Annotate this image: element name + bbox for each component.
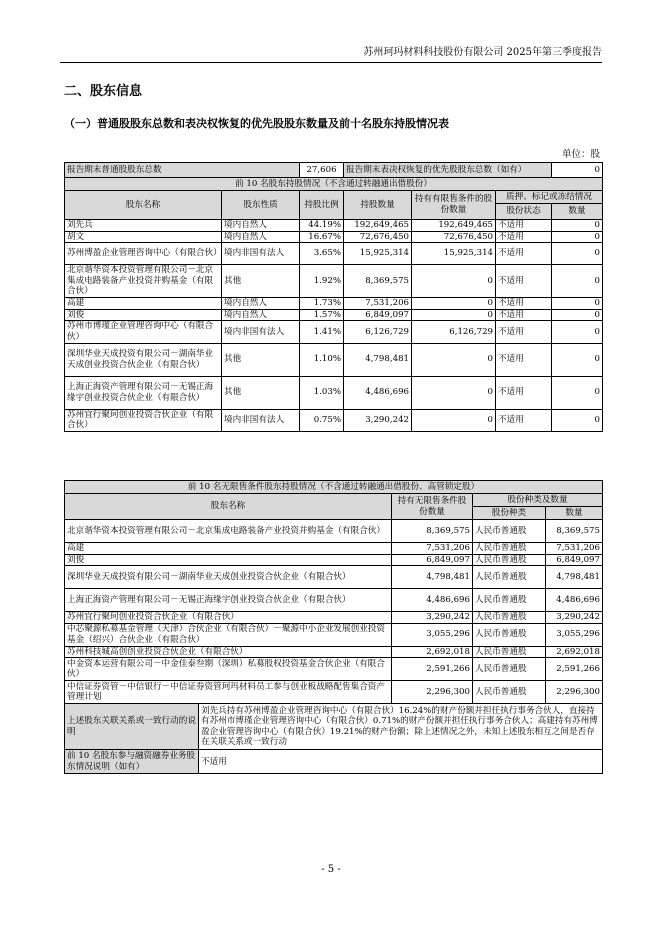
shareholder-qty: 6,126,729 [344, 321, 412, 343]
table-row [65, 566, 603, 589]
unrestricted-qty: 7,531,206 [392, 543, 473, 555]
unrestricted-qty: 3,055,296 [392, 623, 473, 646]
table-row [65, 298, 603, 310]
share-count: 2,591,266 [546, 658, 603, 681]
pledge-status: 不适用 [496, 265, 552, 298]
shareholder-nature: 境内自然人 [222, 309, 300, 321]
section-subtitle: （一）普通股股东总数和表决权恢复的优先股股东数量及前十名股东持股情况表 [64, 117, 449, 130]
shareholder-name: 苏州市博瑾企业管理咨询中心（有限合伙） [65, 321, 222, 343]
margin-trading-label: 前 10 名股东参与融资融券业务股东情况说明（如有） [65, 750, 199, 774]
col-header-type-group: 股份种类及数量 [473, 494, 603, 507]
table-row [65, 376, 603, 409]
shareholder-restricted: 0 [412, 298, 496, 310]
share-count: 2,692,018 [546, 646, 603, 658]
pledge-count: 0 [552, 343, 603, 376]
total-shareholders-value: 27,606 [300, 163, 344, 178]
shareholder-nature: 其他 [222, 376, 300, 409]
shareholder-ratio: 3.65% [300, 243, 344, 265]
shareholder-restricted: 0 [412, 409, 496, 431]
col-header-pledge: 质押、标记或冻结情况 [496, 191, 603, 204]
shareholder-restricted: 0 [412, 265, 496, 298]
shareholder-name: 北京谐华资本投资管理有限公司－北京集成电路装备产业投资并购基金（有限合伙） [65, 520, 392, 543]
shareholder-ratio: 1.73% [300, 298, 344, 310]
page-number: - 5 - [321, 864, 341, 875]
share-count: 7,531,206 [546, 543, 603, 555]
table-row [65, 343, 603, 376]
table-row [65, 220, 603, 232]
shareholder-ratio: 44.19% [300, 220, 344, 232]
share-count: 8,369,575 [546, 520, 603, 543]
shareholder-name: 高建 [65, 298, 222, 310]
related-parties-label: 上述股东关联关系或一致行动的说明 [65, 704, 199, 750]
shareholder-name: 中芯聚源私募基金管理（天津）合伙企业（有限合伙）－聚源中小企业发展创业投资基金（绍兴）合伙企业（有限合伙） [65, 623, 392, 646]
share-type: 人民币普通股 [473, 612, 546, 624]
shareholder-name: 刘先兵 [65, 220, 222, 232]
col-header-qty: 持股数量 [344, 191, 412, 220]
unrestricted-qty: 2,296,300 [392, 681, 473, 704]
shareholder-nature: 境内自然人 [222, 220, 300, 232]
table-row [65, 646, 603, 658]
pledge-count: 0 [552, 298, 603, 310]
table-row [65, 321, 603, 343]
shareholder-nature: 其他 [222, 265, 300, 298]
col-header-type: 股份种类 [473, 507, 546, 520]
shareholder-qty: 4,486,696 [344, 376, 412, 409]
table-row [65, 243, 603, 265]
col-header-name: 股东名称 [65, 494, 392, 520]
shareholder-ratio: 1.41% [300, 321, 344, 343]
shareholder-nature: 境内非国有法人 [222, 243, 300, 265]
shareholder-nature: 境内非国有法人 [222, 321, 300, 343]
shareholder-name: 北京谐华资本投资管理有限公司－北京集成电路装备产业投资并购基金（有限合伙） [65, 265, 222, 298]
shareholder-name: 刘俊 [65, 309, 222, 321]
top10-caption: 前 10 名股东持股情况（不含通过转融通出借股份） [65, 178, 603, 191]
table-row [65, 612, 603, 624]
pledge-count: 0 [552, 321, 603, 343]
share-count: 4,486,696 [546, 589, 603, 612]
share-type: 人民币普通股 [473, 589, 546, 612]
unrestricted-qty: 4,486,696 [392, 589, 473, 612]
pledge-count: 0 [552, 309, 603, 321]
table-row [65, 309, 603, 321]
pledge-status: 不适用 [496, 309, 552, 321]
shareholder-ratio: 1.92% [300, 265, 344, 298]
shareholder-qty: 4,798,481 [344, 343, 412, 376]
shareholder-qty: 192,649,465 [344, 220, 412, 232]
shareholder-restricted: 15,925,314 [412, 243, 496, 265]
share-type: 人民币普通股 [473, 658, 546, 681]
share-count: 3,290,242 [546, 612, 603, 624]
share-type: 人民币普通股 [473, 554, 546, 566]
margin-trading-text: 不适用 [199, 750, 603, 774]
shareholder-restricted: 72,676,450 [412, 231, 496, 243]
share-count: 4,798,481 [546, 566, 603, 589]
shareholder-qty: 3,290,242 [344, 409, 412, 431]
shareholder-qty: 7,531,206 [344, 298, 412, 310]
shareholder-nature: 境内非国有法人 [222, 409, 300, 431]
shareholder-name: 上海正海资产管理有限公司－无锡正海缘宇创业投资合伙企业（有限合伙） [65, 589, 392, 612]
table-row [65, 409, 603, 431]
pledge-status: 不适用 [496, 298, 552, 310]
share-type: 人民币普通股 [473, 681, 546, 704]
shareholder-nature: 境内自然人 [222, 231, 300, 243]
share-type: 人民币普通股 [473, 543, 546, 555]
col-header-restricted: 持有有限售条件的股份数量 [412, 191, 496, 220]
share-count: 2,296,300 [546, 681, 603, 704]
shareholder-name: 深圳华业天成投资有限公司－湖南华业天成创业投资合伙企业（有限合伙） [65, 566, 392, 589]
unrestricted-qty: 2,591,266 [392, 658, 473, 681]
table-row [65, 658, 603, 681]
pledge-count: 0 [552, 243, 603, 265]
unrestricted-qty: 3,290,242 [392, 612, 473, 624]
col-header-count: 数量 [552, 204, 603, 220]
shareholder-name: 刘俊 [65, 554, 392, 566]
shareholder-ratio: 16.67% [300, 231, 344, 243]
table-row [65, 623, 603, 646]
table-row [65, 231, 603, 243]
unrestricted-caption: 前 10 名无限售条件股东持股情况（不含通过转融通出借股份、高管锁定股） [65, 481, 603, 494]
unrestricted-qty: 4,798,481 [392, 566, 473, 589]
shareholder-qty: 72,676,450 [344, 231, 412, 243]
table-row [65, 589, 603, 612]
col-header-unrestricted-qty: 持有无限售条件股份数量 [392, 494, 473, 520]
pledge-status: 不适用 [496, 220, 552, 232]
shareholder-qty: 8,369,575 [344, 265, 412, 298]
share-type: 人民币普通股 [473, 623, 546, 646]
table-row [65, 543, 603, 555]
table-row [65, 681, 603, 704]
shareholder-name: 胡文 [65, 231, 222, 243]
unrestricted-qty: 2,692,018 [392, 646, 473, 658]
preferred-shareholders-label: 报告期末表决权恢复的优先股股东总数（如有） [344, 163, 552, 178]
total-shareholders-label: 报告期末普通股股东总数 [65, 163, 300, 178]
pledge-status: 不适用 [496, 343, 552, 376]
table-row [65, 520, 603, 543]
table-row [65, 554, 603, 566]
shareholder-restricted: 192,649,465 [412, 220, 496, 232]
col-header-count: 数量 [546, 507, 603, 520]
shareholder-ratio: 1.10% [300, 343, 344, 376]
col-header-name: 股东名称 [65, 191, 222, 220]
shareholder-nature: 其他 [222, 343, 300, 376]
share-type: 人民币普通股 [473, 520, 546, 543]
page-header: 苏州珂玛材料科技股份有限公司 2025年第三季度报告 [60, 44, 602, 63]
preferred-shareholders-value: 0 [552, 163, 603, 178]
pledge-count: 0 [552, 409, 603, 431]
shareholder-ratio: 0.75% [300, 409, 344, 431]
unit-label: 单位：股 [561, 149, 600, 160]
shareholder-name: 中金资本运营有限公司－中金佳泰叁期（深圳）私募股权投资基金合伙企业（有限合伙） [65, 658, 392, 681]
pledge-count: 0 [552, 231, 603, 243]
shareholder-name: 高建 [65, 543, 392, 555]
col-header-status: 股份状态 [496, 204, 552, 220]
shareholder-name: 苏州博盈企业管理咨询中心（有限合伙） [65, 243, 222, 265]
share-type: 人民币普通股 [473, 566, 546, 589]
shareholder-name: 深圳华业天成投资有限公司－湖南华业天成创业投资合伙企业（有限合伙） [65, 343, 222, 376]
pledge-status: 不适用 [496, 321, 552, 343]
pledge-status: 不适用 [496, 231, 552, 243]
pledge-count: 0 [552, 265, 603, 298]
shareholder-nature: 境内自然人 [222, 298, 300, 310]
shareholder-ratio: 1.03% [300, 376, 344, 409]
shareholder-restricted: 6,126,729 [412, 321, 496, 343]
share-count: 6,849,097 [546, 554, 603, 566]
shareholder-restricted: 0 [412, 309, 496, 321]
unrestricted-qty: 6,849,097 [392, 554, 473, 566]
pledge-status: 不适用 [496, 409, 552, 431]
shareholder-qty: 6,849,097 [344, 309, 412, 321]
shareholder-qty: 15,925,314 [344, 243, 412, 265]
col-header-ratio: 持股比例 [300, 191, 344, 220]
pledge-status: 不适用 [496, 243, 552, 265]
pledge-count: 0 [552, 376, 603, 409]
related-parties-text: 刘先兵持有苏州博盈企业管理咨询中心（有限合伙）16.24%的财产份额并担任执行事务合伙人，直接持有苏州市博瑾企业管理咨询中心（有限合伙）0.71%的财产份额并担任执行事务合伙人；高建持有苏州博盈企业管理咨询中心（有限合伙）19.21%的财产份额；除上述情况之外，未知上述股东相互之间是否存在关联关系或一致行动 [199, 704, 603, 750]
share-type: 人民币普通股 [473, 646, 546, 658]
shareholder-name: 苏州宜行聚珂创业投资合伙企业（有限合伙） [65, 612, 392, 624]
shareholder-restricted: 0 [412, 343, 496, 376]
shareholder-ratio: 1.57% [300, 309, 344, 321]
unrestricted-shareholders-table [64, 480, 603, 774]
section-title: 二、股东信息 [64, 84, 143, 99]
share-count: 3,055,296 [546, 623, 603, 646]
table-row [65, 265, 603, 298]
pledge-count: 0 [552, 220, 603, 232]
shareholder-name: 苏州宜行聚珂创业投资合伙企业（有限合伙） [65, 409, 222, 431]
pledge-status: 不适用 [496, 376, 552, 409]
shareholder-name: 上海正海资产管理有限公司－无锡正海缘宇创业投资合伙企业（有限合伙） [65, 376, 222, 409]
shareholder-name: 苏州科技城高创创业投资合伙企业（有限合伙） [65, 646, 392, 658]
shareholder-restricted: 0 [412, 376, 496, 409]
col-header-nature: 股东性质 [222, 191, 300, 220]
unrestricted-qty: 8,369,575 [392, 520, 473, 543]
top10-shareholders-table [64, 162, 603, 432]
shareholder-name: 中信证券资管－中信银行－中信证券资管珂玛材料员工参与创业板战略配售集合资产管理计划 [65, 681, 392, 704]
